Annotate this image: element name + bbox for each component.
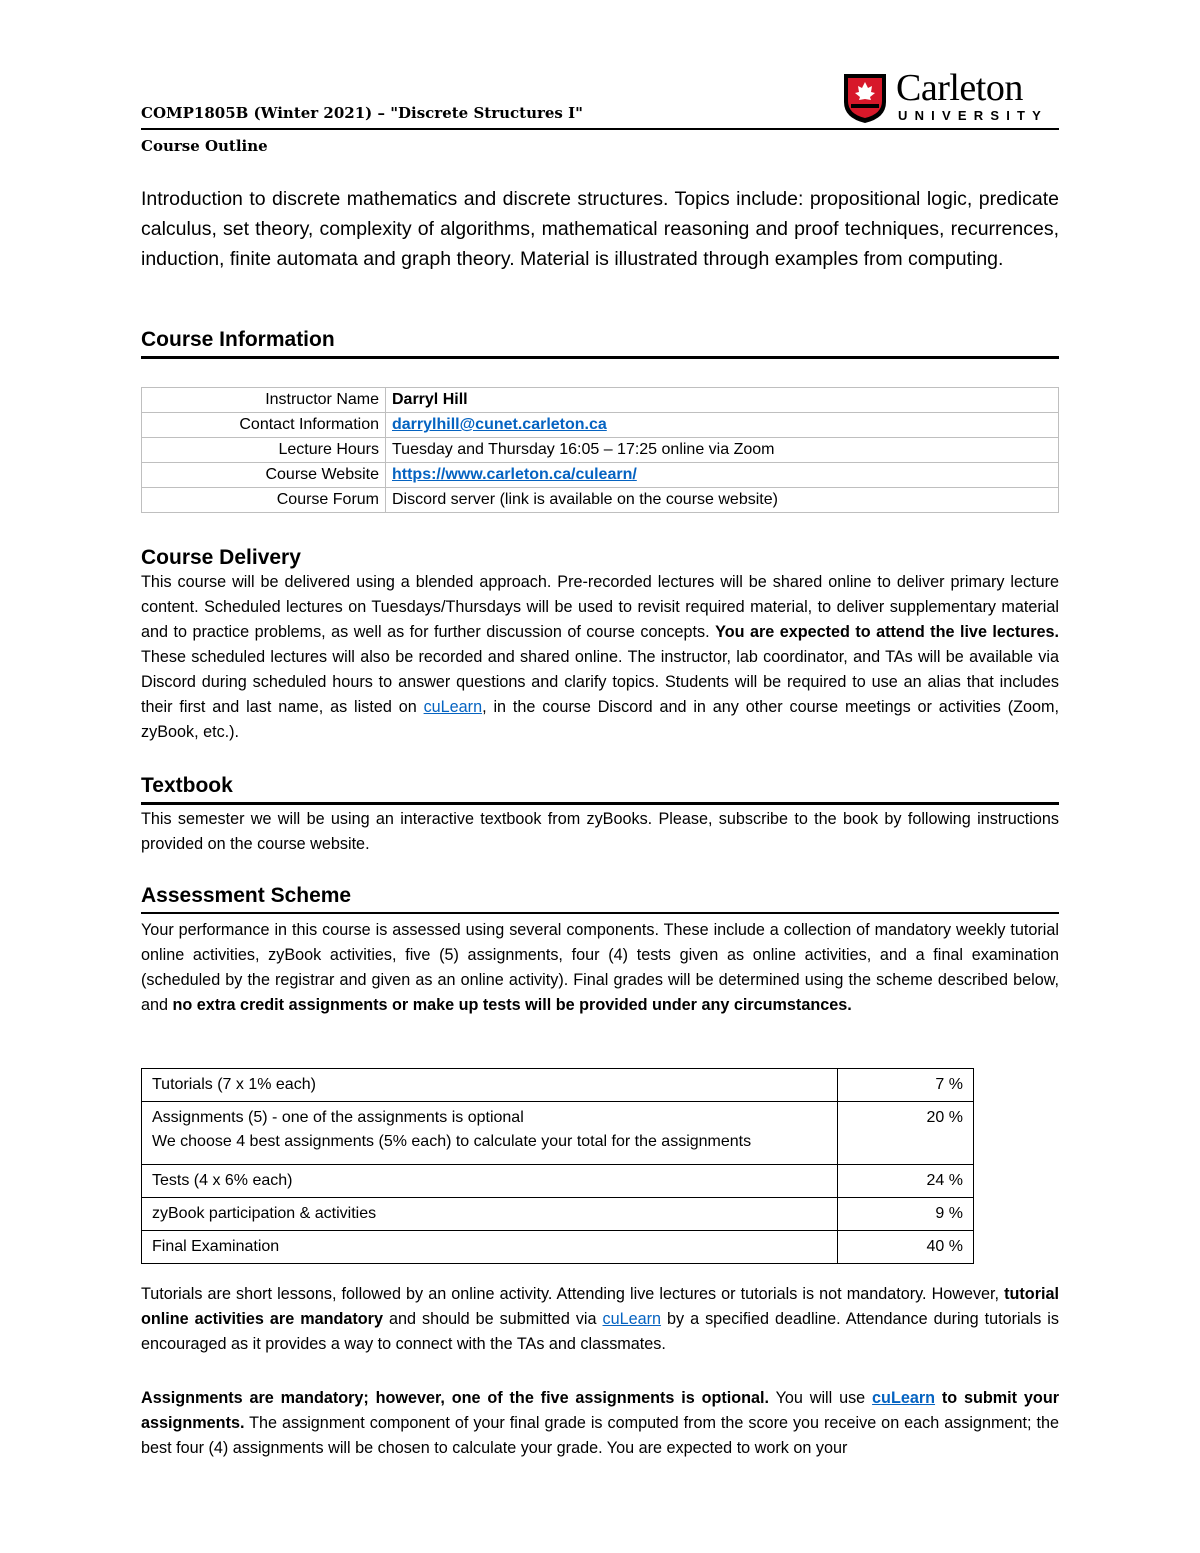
assessment-text: Your performance in this course is assessed using several components. These include a collection of mandatory weekly tutorial online activities, zyBook activities, five (5) assignments, four (4) tests given as online activities, and a final examination (scheduled by the registrar and given as an online activity). Final grades will be determined using the scheme described below, and (141, 921, 1059, 1014)
assessment-item-note: We choose 4 best assignments (5% each) to calculate your total for the assignments (152, 1133, 752, 1150)
section-divider (141, 356, 1059, 359)
info-label: Course Website (142, 463, 386, 488)
textbook-section (141, 774, 1059, 857)
table-row (142, 1165, 974, 1198)
delivery-text: These scheduled lectures will also be recorded and shared online. The instructor, lab coordinator, and TAs will be available via Discord during scheduled hours to answer questions and clarify topics. Students will be required to use an alias that includes their first and last name, as listed on (141, 648, 1059, 716)
section-divider (141, 912, 1059, 914)
culearn-link[interactable]: cuLearn (872, 1389, 936, 1407)
intro-paragraph: Introduction to discrete mathematics and discrete structures. Topics include: propositional logic, predicate calculus, set theory, complexity of algorithms, mathematical reasoning and proof techniques, recurrences, induction, finite automata and graph theory. Material is illustrated through examples from computing. (141, 188, 1059, 270)
tutorials-text: and should be submitted via (382, 1310, 603, 1328)
assignments-paragraph (141, 1386, 1059, 1461)
table-row (142, 1102, 974, 1165)
info-label: Lecture Hours (142, 438, 386, 463)
assessment-table (141, 1068, 974, 1264)
assessment-item: Tests (4 x 6% each) (142, 1165, 838, 1198)
course-info-section (141, 328, 1059, 359)
info-label: Contact Information (142, 413, 386, 438)
assessment-item: Final Examination (142, 1231, 838, 1264)
logo-university: UNIVERSITY (898, 108, 1049, 123)
assignments-text: The assignment component of your final grade is computed from the score you receive on each assignment; the best four (4) assignments will be chosen to calculate your grade. You are expected to work on your (141, 1414, 1059, 1457)
delivery-section (141, 546, 1059, 745)
delivery-emphasis: You are expected to attend the live lectures. (715, 623, 1059, 641)
course-website-link[interactable]: https://www.carleton.ca/culearn/ (392, 466, 637, 483)
assignments-emphasis: to submit your assignments. (141, 1389, 1060, 1432)
carleton-shield-icon (842, 72, 888, 124)
assessment-item-text: Assignments (5) - one of the assignments is optional (152, 1109, 524, 1126)
assessment-item (142, 1102, 838, 1165)
delivery-heading: Course Delivery (141, 546, 301, 569)
logo-name: Carleton (896, 67, 1023, 109)
culearn-link[interactable]: cuLearn (423, 698, 483, 716)
assignments-emphasis: Assignments are mandatory; however, one of the five assignments is optional. (141, 1389, 770, 1407)
assessment-percent: 24 % (838, 1165, 974, 1198)
info-value: Tuesday and Thursday 16:05 – 17:25 online via Zoom (386, 438, 1059, 463)
textbook-heading: Textbook (141, 774, 233, 797)
table-row (142, 1198, 974, 1231)
carleton-logo (842, 67, 1052, 126)
assessment-heading: Assessment Scheme (141, 884, 352, 907)
document-title: COMP1805B (Winter 2021) – "Discrete Structures I" (141, 104, 583, 122)
table-row (142, 488, 1059, 513)
tutorials-paragraph (141, 1282, 1059, 1357)
info-value: Discord server (link is available on the course website) (386, 488, 1059, 513)
culearn-link[interactable]: cuLearn (602, 1310, 662, 1328)
section-divider (141, 802, 1059, 805)
tutorials-emphasis: tutorial online activities are mandatory (141, 1285, 1059, 1328)
info-label: Instructor Name (142, 388, 386, 413)
title-divider (141, 128, 1059, 130)
tutorials-text: Tutorials are short lessons, followed by an online activity. Attending live lectures or tutorials is not mandatory. However, (141, 1285, 1005, 1303)
table-row (142, 1069, 974, 1102)
assessment-section (141, 884, 1059, 1018)
table-row (142, 463, 1059, 488)
delivery-text: , in the course Discord and in any other course meetings or activities (Zoom, zyBook, etc.). (141, 698, 1059, 741)
assessment-percent: 40 % (838, 1231, 974, 1264)
course-info-table (141, 387, 1059, 513)
assessment-item: Tutorials (7 x 1% each) (142, 1069, 838, 1102)
table-row (142, 413, 1059, 438)
delivery-text: This course will be delivered using a blended approach. Pre-recorded lectures will be shared online to deliver primary lecture content. Scheduled lectures on Tuesdays/Thursdays will be used to revisit required material, to deliver supplementary material and to practice problems, as well as for further discussion of course concepts. (141, 573, 1059, 641)
assessment-percent: 7 % (838, 1069, 974, 1102)
table-row (142, 438, 1059, 463)
assessment-percent: 20 % (838, 1102, 974, 1165)
table-row (142, 388, 1059, 413)
contact-email-link[interactable]: darrylhill@cunet.carleton.ca (392, 416, 607, 433)
assessment-item: zyBook participation & activities (142, 1198, 838, 1231)
info-value: Darryl Hill (386, 388, 1059, 413)
assessment-paragraph (141, 918, 1059, 1018)
course-info-heading: Course Information (141, 328, 335, 351)
document-subtitle: Course Outline (141, 137, 268, 155)
delivery-paragraph (141, 570, 1059, 745)
assessment-emphasis: no extra credit assignments or make up tests will be provided under any circumstances. (172, 996, 852, 1014)
tutorials-text: by a specified deadline. Attendance during tutorials is encouraged as it provides a way to connect with the TAs and classmates. (141, 1310, 1059, 1353)
textbook-paragraph: This semester we will be using an interactive textbook from zyBooks. Please, subscribe to the book by following instructions provided on the course website. (141, 810, 1059, 853)
assignments-text: You will use (769, 1389, 873, 1407)
info-label: Course Forum (142, 488, 386, 513)
table-row (142, 1231, 974, 1264)
assessment-percent: 9 % (838, 1198, 974, 1231)
